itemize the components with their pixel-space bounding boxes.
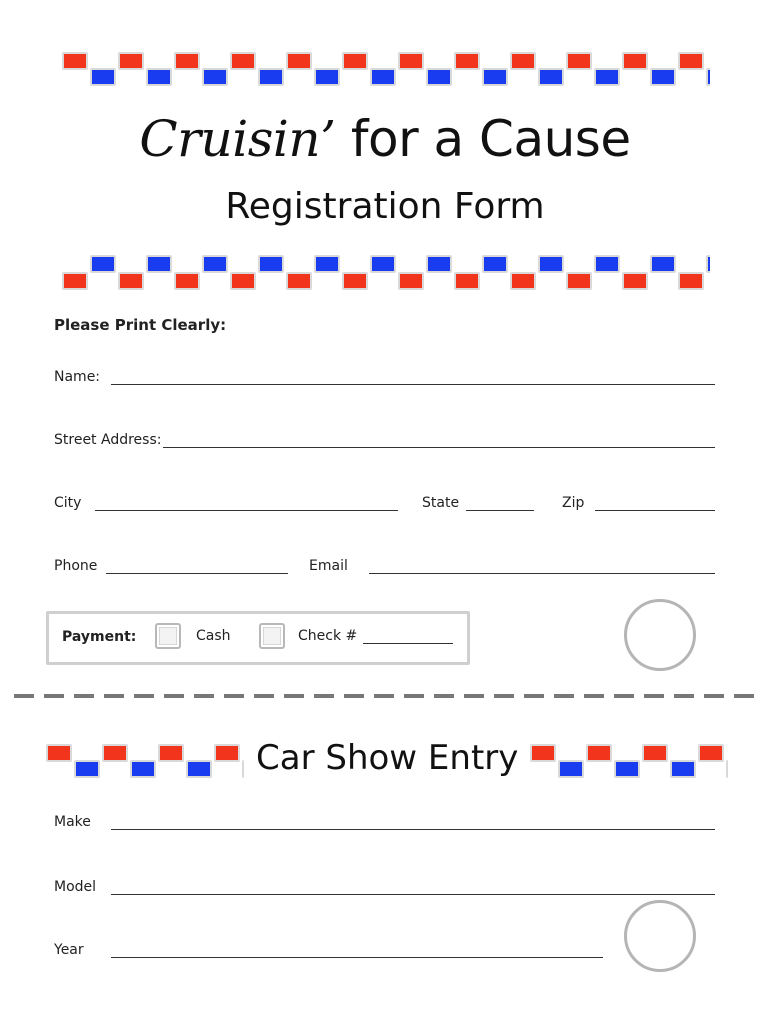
blue-square — [132, 762, 154, 776]
dash-segment — [194, 694, 214, 698]
blue-square — [148, 257, 170, 271]
red-square — [344, 274, 366, 288]
red-square — [64, 54, 86, 68]
blue-square — [92, 70, 114, 84]
red-square — [288, 274, 310, 288]
office-stamp-circle-top — [624, 599, 696, 671]
checker-square-shadow — [242, 760, 244, 778]
checker-pattern-right — [528, 742, 728, 782]
red-square — [644, 746, 666, 760]
blue-square — [148, 70, 170, 84]
model-field[interactable] — [111, 894, 715, 895]
red-square — [120, 54, 142, 68]
dash-segment — [14, 694, 34, 698]
red-square — [344, 54, 366, 68]
red-square — [176, 274, 198, 288]
blue-square — [652, 257, 674, 271]
dash-segment — [374, 694, 394, 698]
zip-label: Zip — [562, 495, 585, 511]
red-square — [176, 54, 198, 68]
dash-segment — [464, 694, 484, 698]
checker-pattern-middle — [60, 252, 710, 292]
state-label: State — [422, 495, 460, 511]
blue-square — [708, 257, 710, 271]
blue-square — [428, 257, 450, 271]
red-square — [568, 274, 590, 288]
make-label: Make — [54, 814, 91, 830]
red-square — [232, 54, 254, 68]
email-label: Email — [309, 558, 348, 574]
red-square — [624, 54, 646, 68]
red-square — [48, 746, 70, 760]
red-square — [700, 746, 722, 760]
dash-segment — [104, 694, 124, 698]
red-square — [512, 274, 534, 288]
blue-square — [560, 762, 582, 776]
red-square — [512, 54, 534, 68]
dash-segment — [314, 694, 334, 698]
blue-square — [484, 70, 506, 84]
red-square — [532, 746, 554, 760]
blue-square — [540, 70, 562, 84]
car-show-right-checker — [528, 742, 728, 782]
blue-square — [372, 257, 394, 271]
dash-segment — [644, 694, 664, 698]
red-square — [64, 274, 86, 288]
red-square — [120, 274, 142, 288]
red-square — [160, 746, 182, 760]
name-label: Name: — [54, 369, 101, 385]
blue-square — [428, 70, 450, 84]
model-label: Model — [54, 879, 97, 895]
blue-square — [316, 70, 338, 84]
payment-label: Payment: — [62, 629, 137, 645]
dash-segment — [494, 694, 514, 698]
red-square — [232, 274, 254, 288]
cash-checkbox[interactable] — [155, 623, 181, 649]
state-field[interactable] — [466, 510, 534, 511]
red-square — [288, 54, 310, 68]
year-label: Year — [54, 942, 84, 958]
name-field[interactable] — [111, 384, 715, 385]
red-square — [456, 274, 478, 288]
year-field[interactable] — [111, 957, 603, 958]
dash-segment — [524, 694, 544, 698]
dash-segment — [44, 694, 64, 698]
red-square — [104, 746, 126, 760]
dash-segment — [254, 694, 274, 698]
dash-segment — [584, 694, 604, 698]
title-script: Cruisin’ — [139, 110, 336, 168]
dash-segment — [734, 694, 754, 698]
red-square — [624, 274, 646, 288]
check-label: Check # — [298, 628, 358, 644]
red-square — [680, 274, 702, 288]
red-square — [680, 54, 702, 68]
dash-segment — [344, 694, 364, 698]
red-square — [400, 54, 422, 68]
phone-field[interactable] — [106, 573, 288, 574]
payment-box — [46, 611, 470, 665]
print-instruction: Please Print Clearly: — [54, 316, 227, 334]
check-checkbox[interactable] — [259, 623, 285, 649]
cash-label: Cash — [196, 628, 231, 644]
dash-segment — [134, 694, 154, 698]
page-title — [0, 110, 770, 168]
blue-square — [204, 70, 226, 84]
street-address-field[interactable] — [163, 447, 715, 448]
blue-square — [188, 762, 210, 776]
red-square — [568, 54, 590, 68]
city-field[interactable] — [95, 510, 398, 511]
blue-square — [92, 257, 114, 271]
phone-label: Phone — [54, 558, 98, 574]
dash-segment — [614, 694, 634, 698]
checker-pattern-top — [60, 50, 710, 90]
dash-segment — [404, 694, 424, 698]
blue-square — [596, 70, 618, 84]
blue-square — [540, 257, 562, 271]
red-square — [456, 54, 478, 68]
city-label: City — [54, 495, 82, 511]
checker-pattern-left — [44, 742, 244, 782]
blue-square — [204, 257, 226, 271]
car-show-left-checker — [44, 742, 244, 782]
street-address-label: Street Address: — [54, 432, 162, 448]
dash-segment — [224, 694, 244, 698]
checker-square-shadow — [726, 760, 728, 778]
blue-square — [672, 762, 694, 776]
blue-square — [652, 70, 674, 84]
blue-square — [260, 257, 282, 271]
email-field[interactable] — [369, 573, 715, 574]
dash-segment — [164, 694, 184, 698]
zip-field[interactable] — [595, 510, 715, 511]
dash-segment — [74, 694, 94, 698]
make-field[interactable] — [111, 829, 715, 830]
blue-square — [484, 257, 506, 271]
dash-segment — [554, 694, 574, 698]
office-stamp-circle-bottom — [624, 900, 696, 972]
blue-square — [316, 257, 338, 271]
blue-square — [76, 762, 98, 776]
blue-square — [616, 762, 638, 776]
red-square — [400, 274, 422, 288]
car-show-title: Car Show Entry — [256, 738, 519, 778]
blue-square — [596, 257, 618, 271]
title-rest: for a Cause — [335, 110, 631, 168]
cut-line — [0, 688, 770, 708]
dashed-divider — [0, 688, 770, 704]
red-square — [588, 746, 610, 760]
middle-checker-border — [60, 252, 710, 292]
blue-square — [708, 70, 710, 84]
top-checker-border — [60, 50, 710, 90]
dash-segment — [284, 694, 304, 698]
dash-segment — [704, 694, 724, 698]
blue-square — [260, 70, 282, 84]
page-subtitle: Registration Form — [225, 186, 545, 227]
blue-square — [372, 70, 394, 84]
dash-segment — [434, 694, 454, 698]
dash-segment — [674, 694, 694, 698]
check-number-field[interactable] — [363, 643, 453, 644]
red-square — [216, 746, 238, 760]
